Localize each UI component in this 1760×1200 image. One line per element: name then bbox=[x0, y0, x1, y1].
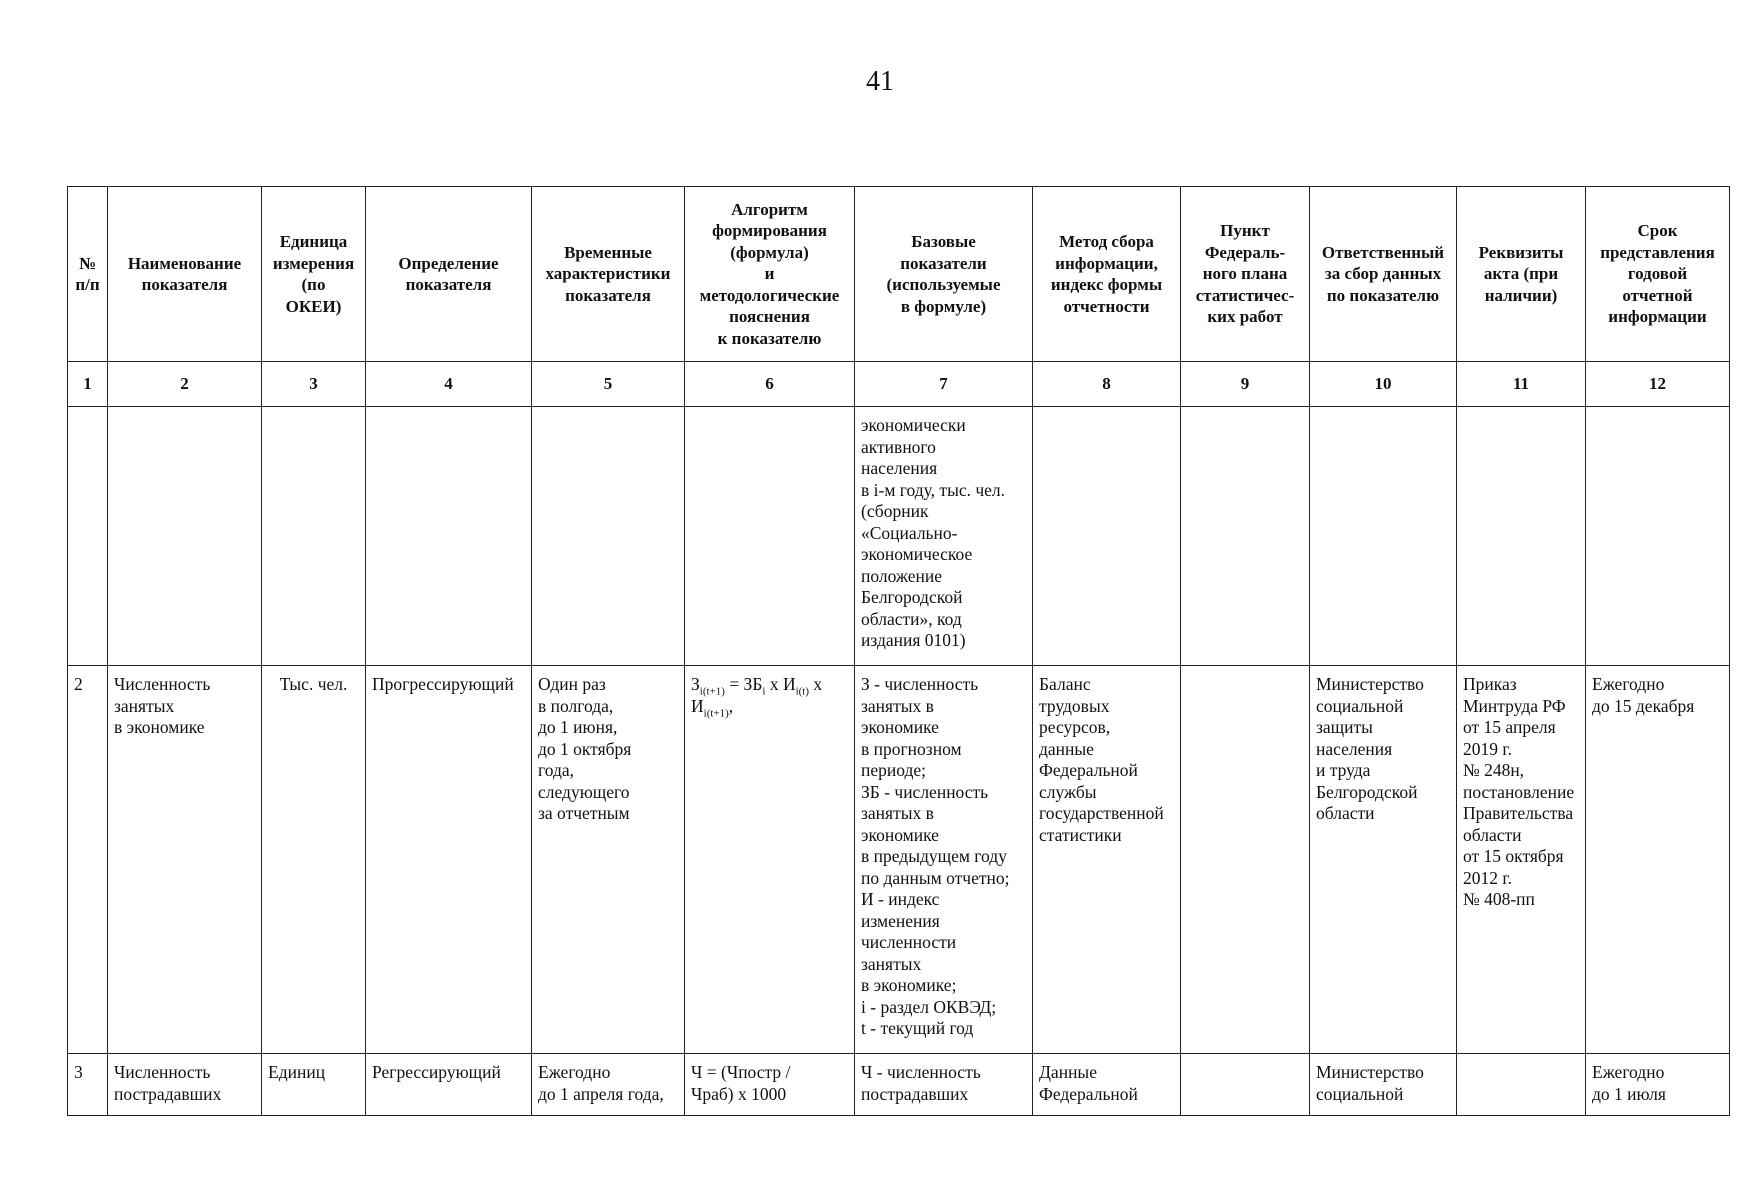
cell-deadline: Ежегодно до 15 декабря bbox=[1586, 666, 1730, 1054]
cell-responsible bbox=[1310, 407, 1457, 666]
header-base: Базовые показатели (используемые в формуле) bbox=[855, 187, 1033, 362]
column-number: 2 bbox=[108, 362, 262, 407]
cell-num: 2 bbox=[68, 666, 108, 1054]
cell-responsible: Министерство социальной защиты населения и труда Белгородской области bbox=[1310, 666, 1457, 1054]
cell-timing: Один раз в полгода, до 1 июня, до 1 октября года, следующего за отчетным bbox=[532, 666, 685, 1054]
cell-name bbox=[108, 407, 262, 666]
cell-base: З - численность занятых в экономике в прогнозном периоде; ЗБ - численность занятых в экономике в предыдущем году по данным отчетно; И - индекс изменения численности занятых в экономике; i - раздел ОКВЭД; t - текущий год bbox=[855, 666, 1033, 1054]
cell-plan-item bbox=[1181, 666, 1310, 1054]
cell-act bbox=[1457, 407, 1586, 666]
header-row bbox=[68, 187, 1730, 362]
cell-plan-item bbox=[1181, 1054, 1310, 1116]
table-row bbox=[68, 666, 1730, 1054]
header-deadline: Срок представления годовой отчетной информации bbox=[1586, 187, 1730, 362]
cell-definition: Регрессирующий bbox=[366, 1054, 532, 1116]
column-number: 10 bbox=[1310, 362, 1457, 407]
column-number: 5 bbox=[532, 362, 685, 407]
cell-unit: Единиц bbox=[262, 1054, 366, 1116]
cell-timing bbox=[532, 407, 685, 666]
indicators-table bbox=[67, 186, 1730, 1116]
cell-act: Приказ Минтруда РФ от 15 апреля 2019 г. № 248н, постановление Правительства области от 15 октября 2012 г. № 408-пп bbox=[1457, 666, 1586, 1054]
column-number: 1 bbox=[68, 362, 108, 407]
cell-timing: Ежегодно до 1 апреля года, bbox=[532, 1054, 685, 1116]
column-number: 12 bbox=[1586, 362, 1730, 407]
table-row bbox=[68, 407, 1730, 666]
cell-method: Данные Федеральной bbox=[1033, 1054, 1181, 1116]
column-number: 3 bbox=[262, 362, 366, 407]
header-num: № п/п bbox=[68, 187, 108, 362]
cell-formula bbox=[685, 666, 855, 1054]
page-number: 41 bbox=[866, 66, 894, 97]
table-row bbox=[68, 1054, 1730, 1116]
cell-definition: Прогрессирующий bbox=[366, 666, 532, 1054]
header-definition: Определение показателя bbox=[366, 187, 532, 362]
cell-act bbox=[1457, 1054, 1586, 1116]
cell-name: Численность пострадавших bbox=[108, 1054, 262, 1116]
header-formula: Алгоритм формирования (формула) и методологические пояснения к показателю bbox=[685, 187, 855, 362]
header-timing: Временные характеристики показателя bbox=[532, 187, 685, 362]
cell-num bbox=[68, 407, 108, 666]
header-act: Реквизиты акта (при наличии) bbox=[1457, 187, 1586, 362]
cell-definition bbox=[366, 407, 532, 666]
cell-unit bbox=[262, 407, 366, 666]
cell-deadline bbox=[1586, 407, 1730, 666]
column-number: 7 bbox=[855, 362, 1033, 407]
column-number: 6 bbox=[685, 362, 855, 407]
column-number: 11 bbox=[1457, 362, 1586, 407]
cell-method bbox=[1033, 407, 1181, 666]
cell-base: экономически активного населения в i-м году, тыс. чел. (сборник «Социально- экономическое положение Белгородской области», код издания 0101) bbox=[855, 407, 1033, 666]
cell-name: Численность занятых в экономике bbox=[108, 666, 262, 1054]
cell-formula: Ч = (Чпостр / Чраб) x 1000 bbox=[685, 1054, 855, 1116]
header-name: Наименование показателя bbox=[108, 187, 262, 362]
formula-text: $З_{i(t+1)} = ЗБ_i$ x $И_{i(t)}$ x $И_{i(t+1)}$, bbox=[691, 674, 823, 719]
cell-formula bbox=[685, 407, 855, 666]
cell-plan-item bbox=[1181, 407, 1310, 666]
cell-base: Ч - численность пострадавших bbox=[855, 1054, 1033, 1116]
header-plan-item: Пункт Федераль- ного плана статистичес- ких работ bbox=[1181, 187, 1310, 362]
cell-responsible: Министерство социальной bbox=[1310, 1054, 1457, 1116]
column-number: 9 bbox=[1181, 362, 1310, 407]
cell-deadline: Ежегодно до 1 июля bbox=[1586, 1054, 1730, 1116]
header-unit: Единица измерения (по ОКЕИ) bbox=[262, 187, 366, 362]
column-number: 4 bbox=[366, 362, 532, 407]
column-number: 8 bbox=[1033, 362, 1181, 407]
header-responsible: Ответственный за сбор данных по показателю bbox=[1310, 187, 1457, 362]
cell-unit: Тыс. чел. bbox=[262, 666, 366, 1054]
column-number-row bbox=[68, 362, 1730, 407]
header-method: Метод сбора информации, индекс формы отчетности bbox=[1033, 187, 1181, 362]
cell-num: 3 bbox=[68, 1054, 108, 1116]
cell-method: Баланс трудовых ресурсов, данные Федеральной службы государственной статистики bbox=[1033, 666, 1181, 1054]
